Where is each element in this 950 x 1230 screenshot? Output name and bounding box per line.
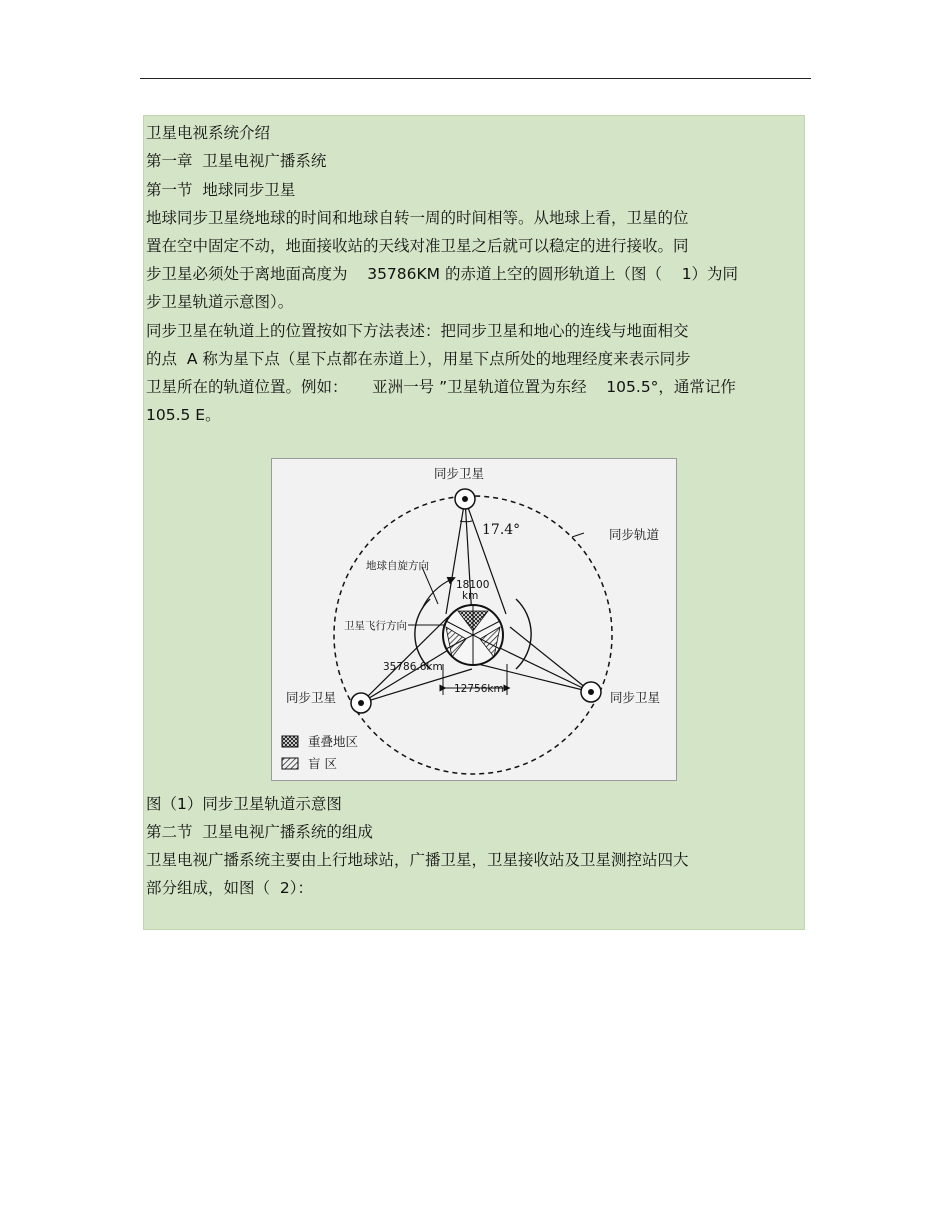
label-diameter: 12756km bbox=[454, 683, 504, 695]
earth-rotation-arc-left bbox=[415, 599, 430, 669]
paragraph-3-line-2: 部分组成，如图（ 2）： bbox=[146, 879, 313, 897]
orbit-diagram-svg bbox=[272, 459, 678, 782]
label-chord-1: 18100 bbox=[456, 579, 490, 591]
label-sat-left: 同步卫星 bbox=[286, 690, 337, 705]
satellite-left bbox=[351, 693, 371, 713]
label-orbit: 同步轨道 bbox=[609, 527, 660, 542]
paragraph-2-line-1: 同步卫星在轨道上的位置按如下方法表述：把同步卫星和地心的连线与地面相交 bbox=[146, 322, 689, 340]
legend-blind-label: 盲 区 bbox=[308, 756, 337, 771]
paragraph-1-line-2: 置在空中固定不动，地面接收站的天线对准卫星之后就可以稳定的进行接收。同 bbox=[146, 237, 689, 255]
paragraph-1-line-1: 地球同步卫星绕地球的时间和地球自转一周的时间相等。从地球上看，卫星的位 bbox=[146, 209, 689, 227]
paragraph-2-line-2: 的点 A 称为星下点（星下点都在赤道上），用星下点所处的地理经度来表示同步 bbox=[146, 350, 691, 368]
section-heading-2: 第二节 卫星电视广播系统的组成 bbox=[146, 823, 373, 841]
label-earth-rotation: 地球自旋方向 bbox=[366, 560, 429, 572]
doc-title: 卫星电视系统介绍 bbox=[146, 124, 271, 142]
paragraph-2-line-3: 卫星所在的轨道位置。例如： 亚洲一号 ”卫星轨道位置为东经 105.5°，通常记作 bbox=[146, 378, 736, 396]
paragraph-3-line-1: 卫星电视广播系统主要由上行地球站，广播卫星，卫星接收站及卫星测控站四大 bbox=[146, 851, 689, 869]
label-sat-direction: 卫星飞行方向 bbox=[344, 620, 407, 632]
header-rule bbox=[140, 78, 811, 79]
paragraph-2-line-4: 105.5 E。 bbox=[146, 406, 221, 424]
section-heading-1: 第一节 地球同步卫星 bbox=[146, 181, 296, 199]
legend-overlap-swatch bbox=[282, 736, 298, 747]
legend-blind-swatch bbox=[282, 758, 298, 769]
orbit-diagram bbox=[271, 458, 677, 781]
label-altitude: 35786.6km bbox=[383, 661, 443, 673]
paragraph-1-line-3: 步卫星必须处于离地面高度为 35786KM 的赤道上空的圆形轨道上（图（ 1）为同 bbox=[146, 265, 739, 283]
paragraph-1-line-4: 步卫星轨道示意图）。 bbox=[146, 293, 294, 311]
label-chord-2: km bbox=[462, 590, 479, 602]
label-angle: 17.4° bbox=[482, 522, 521, 538]
chapter-heading: 第一章 卫星电视广播系统 bbox=[146, 152, 327, 170]
satellite-right bbox=[581, 682, 601, 702]
legend-overlap-label: 重叠地区 bbox=[308, 734, 359, 749]
figure-caption: 图（1）同步卫星轨道示意图 bbox=[146, 795, 342, 813]
satellite-top bbox=[455, 489, 475, 509]
label-sat-right: 同步卫星 bbox=[610, 690, 661, 705]
label-sat-top: 同步卫星 bbox=[434, 466, 485, 481]
